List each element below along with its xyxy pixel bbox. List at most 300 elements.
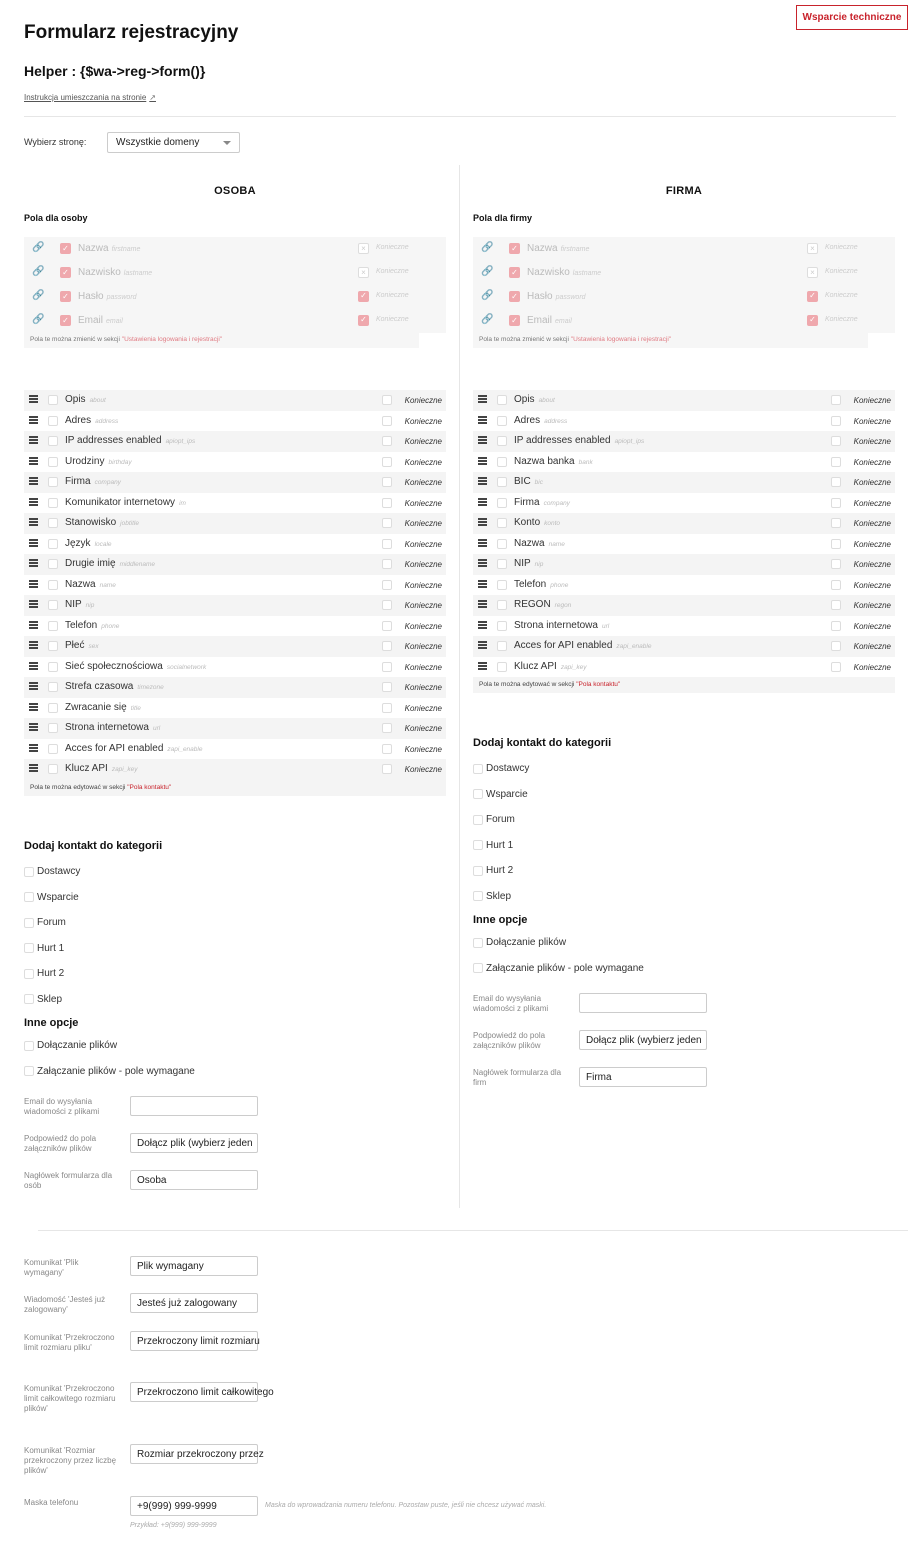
drag-handle-icon[interactable]: [478, 457, 487, 465]
field-enable-checkbox[interactable]: [48, 580, 58, 590]
setting-input[interactable]: Dołącz plik (wybierz jeden: [579, 1030, 707, 1050]
field-row: [473, 636, 895, 657]
field-label: [65, 579, 116, 590]
drag-handle-icon[interactable]: [29, 539, 38, 547]
drag-handle-icon[interactable]: [29, 559, 38, 567]
field-required-checkbox[interactable]: [382, 436, 392, 446]
field-enable-checkbox[interactable]: [497, 395, 507, 405]
field-enable-checkbox[interactable]: [48, 477, 58, 487]
field-required-checkbox[interactable]: [831, 600, 841, 610]
field-label: [514, 394, 555, 405]
checkbox[interactable]: [24, 1066, 34, 1076]
field-enable-checkbox[interactable]: [497, 539, 507, 549]
category-label: Wsparcie: [37, 891, 79, 903]
instruction-link[interactable]: [24, 93, 156, 102]
drag-handle-icon[interactable]: [478, 518, 487, 526]
field-label: [514, 476, 543, 487]
locked-field-label: [527, 315, 572, 326]
external-link-icon: ↗: [149, 93, 156, 102]
field-required-label: Konieczne: [853, 539, 891, 549]
locked-field-code: firstname: [111, 246, 141, 253]
checkbox[interactable]: [24, 867, 34, 877]
field-required-checkbox[interactable]: [382, 539, 392, 549]
field-label: [65, 394, 106, 405]
field-name: Drugie imię: [65, 558, 116, 569]
checkbox[interactable]: [24, 994, 34, 1004]
field-enable-checkbox[interactable]: [48, 641, 58, 651]
drag-handle-icon[interactable]: [29, 641, 38, 649]
locked-required-label: Konieczne: [376, 316, 409, 323]
locked-field-row: [24, 261, 446, 285]
drag-handle-icon[interactable]: [29, 723, 38, 731]
field-required-label: Konieczne: [404, 765, 442, 774]
category-checkbox-item[interactable]: [24, 968, 64, 979]
checkbox[interactable]: [473, 789, 483, 799]
category-checkbox-item[interactable]: [473, 891, 511, 902]
field-enable-checkbox[interactable]: [48, 539, 58, 549]
field-required-checkbox[interactable]: [831, 621, 841, 631]
checkbox[interactable]: [24, 918, 34, 928]
drag-handle-icon[interactable]: [29, 518, 38, 526]
field-enable-checkbox[interactable]: [48, 621, 58, 631]
field-code: birthday: [108, 458, 132, 466]
locked-field-row: [473, 261, 895, 285]
field-name: Nazwa banka: [514, 455, 575, 467]
field-enable-checkbox[interactable]: [497, 621, 507, 631]
bottom-setting-label: Wiadomość 'Jesteś już zalogowany': [24, 1295, 106, 1314]
drag-handle-icon[interactable]: [29, 662, 38, 670]
locked-field-name: Nazwa: [78, 243, 109, 254]
field-required-checkbox[interactable]: [831, 641, 841, 651]
locked-required-checkbox: ✓: [807, 315, 818, 326]
field-required-checkbox[interactable]: [831, 580, 841, 590]
field-label: [514, 517, 560, 528]
drag-handle-icon[interactable]: [478, 662, 487, 670]
field-name: Adres: [65, 414, 92, 426]
field-name: Opis: [65, 394, 86, 405]
phone-mask-example: Przykład: +9(999) 999-9999: [130, 1522, 217, 1529]
setting-label: Podpowiedź do pola załączników plików: [24, 1134, 97, 1153]
field-code: regon: [554, 602, 572, 609]
field-code: jobtitle: [120, 520, 139, 527]
bottom-setting-input[interactable]: Przekroczono limit całkowitego: [130, 1382, 258, 1402]
bottom-setting-input[interactable]: Jesteś już zalogowany: [130, 1293, 258, 1313]
locked-field-name: Email: [527, 315, 553, 326]
field-required-label: Konieczne: [404, 662, 442, 672]
drag-handle-icon[interactable]: [29, 744, 38, 752]
page-title: Formularz rejestracyjny: [24, 22, 239, 43]
field-required-checkbox[interactable]: [831, 457, 841, 467]
field-row: [473, 390, 895, 411]
drag-handle-icon[interactable]: [478, 641, 487, 649]
drag-handle-icon[interactable]: [29, 600, 38, 608]
field-name: Strona internetowa: [514, 619, 598, 631]
field-name: Strona internetowa: [65, 722, 149, 733]
field-required-checkbox[interactable]: [831, 662, 841, 672]
field-code: name: [99, 581, 116, 589]
field-label: [65, 497, 186, 508]
locked-field-name: Nazwisko: [527, 267, 570, 278]
field-required-checkbox[interactable]: [382, 723, 392, 733]
field-label: [65, 640, 99, 651]
option-label: Załączanie plików - pole wymagane: [486, 962, 644, 974]
setting-input[interactable]: Firma: [579, 1067, 707, 1087]
category-checkbox-item[interactable]: [473, 814, 515, 825]
field-enable-checkbox[interactable]: [48, 518, 58, 528]
link-icon: 🔗: [481, 314, 494, 325]
field-required-checkbox[interactable]: [831, 559, 841, 569]
field-required-checkbox[interactable]: [831, 477, 841, 487]
fields-note-link[interactable]: "Pola kontaktu": [576, 681, 621, 688]
field-enable-checkbox[interactable]: [48, 559, 58, 569]
field-enable-checkbox[interactable]: [48, 682, 58, 692]
field-label: [65, 599, 94, 610]
field-enable-checkbox[interactable]: [497, 600, 507, 610]
fields-note: [24, 780, 446, 796]
field-code: zapi_key: [560, 663, 587, 671]
field-required-checkbox[interactable]: [382, 744, 392, 754]
category-checkbox-item[interactable]: [24, 866, 80, 877]
locked-field-code: lastname: [572, 270, 602, 277]
setting-input[interactable]: Osoba: [130, 1170, 258, 1190]
field-required-checkbox[interactable]: [382, 764, 392, 774]
field-required-checkbox[interactable]: [382, 621, 392, 631]
field-row: [473, 411, 895, 432]
locked-checkbox: ✓: [60, 315, 71, 326]
category-checkbox-item[interactable]: [24, 994, 62, 1005]
field-code: nip: [534, 561, 544, 568]
field-code: phone: [101, 622, 120, 630]
support-button[interactable]: Wsparcie techniczne: [796, 5, 908, 30]
field-row: [24, 759, 446, 780]
locked-field-label: [527, 267, 601, 278]
field-row: [24, 698, 446, 719]
setting-label: Email do wysyłania wiadomości z plikami: [24, 1097, 100, 1116]
bottom-setting-input[interactable]: Rozmiar przekroczony przez: [130, 1444, 258, 1464]
checkbox[interactable]: [473, 764, 483, 774]
locked-field-code: password: [106, 294, 137, 301]
field-required-checkbox[interactable]: [382, 580, 392, 590]
field-name: REGON: [514, 599, 551, 610]
field-code: im: [179, 499, 186, 507]
checkbox[interactable]: [24, 1041, 34, 1051]
field-enable-checkbox[interactable]: [497, 518, 507, 528]
setting-label: Podpowiedź do pola załączników plików: [473, 1031, 546, 1050]
field-label: [514, 579, 568, 590]
locked-field-code: email: [555, 318, 572, 325]
field-required-checkbox[interactable]: [382, 457, 392, 467]
locked-required-label: Konieczne: [825, 268, 858, 275]
locked-field-name: Nazwa: [527, 243, 558, 254]
drag-handle-icon[interactable]: [29, 682, 38, 690]
field-row: [473, 493, 895, 514]
field-enable-checkbox[interactable]: [48, 436, 58, 446]
category-checkbox-item[interactable]: [473, 763, 529, 774]
field-enable-checkbox[interactable]: [48, 744, 58, 754]
field-enable-checkbox[interactable]: [48, 416, 58, 426]
field-label: [514, 620, 609, 631]
field-required-checkbox[interactable]: [831, 395, 841, 405]
drag-handle-icon[interactable]: [478, 539, 487, 547]
checkbox[interactable]: [24, 892, 34, 902]
field-code: middlename: [119, 561, 155, 568]
locked-note-text: Pola te można zmienić w sekcji: [30, 336, 122, 343]
field-row: [24, 677, 446, 698]
field-enable-checkbox[interactable]: [497, 477, 507, 487]
field-required-label: Konieczne: [853, 621, 891, 631]
locked-note-link[interactable]: "Ustawienia logowania i rejestracji": [121, 336, 223, 343]
drag-handle-icon[interactable]: [478, 498, 487, 506]
osoba-locked-label: Pola dla osoby: [24, 213, 88, 223]
osoba-other-title: Inne opcje: [24, 1017, 79, 1029]
option-checkbox-item[interactable]: [473, 937, 566, 948]
site-select[interactable]: [107, 132, 240, 153]
category-checkbox-item[interactable]: [24, 917, 66, 928]
locked-field-row: [24, 237, 446, 261]
checkbox[interactable]: [473, 840, 483, 850]
category-checkbox-item[interactable]: [24, 943, 64, 954]
field-required-label: Konieczne: [404, 539, 442, 549]
option-checkbox-item[interactable]: [24, 1066, 195, 1077]
category-checkbox-item[interactable]: [473, 840, 513, 851]
checkbox[interactable]: [473, 866, 483, 876]
field-required-label: Konieczne: [853, 662, 891, 672]
drag-handle-icon[interactable]: [478, 621, 487, 629]
locked-note: [473, 333, 868, 348]
field-label: [514, 435, 644, 446]
setting-label: Nagłówek formularza dla firm: [473, 1068, 562, 1087]
locked-field-code: lastname: [123, 270, 153, 277]
field-code: address: [95, 417, 119, 425]
option-label: Załączanie plików - pole wymagane: [37, 1065, 195, 1077]
field-required-checkbox[interactable]: [382, 641, 392, 651]
locked-checkbox: ✓: [509, 315, 520, 326]
field-required-checkbox[interactable]: [382, 498, 392, 508]
checkbox[interactable]: [24, 943, 34, 953]
field-enable-checkbox[interactable]: [497, 641, 507, 651]
category-label: Sklep: [37, 993, 63, 1005]
field-row: [24, 657, 446, 678]
field-code: apiopt_ips: [614, 438, 645, 445]
fields-note-text: Pola te można edytować w sekcji: [479, 681, 577, 688]
field-row: [473, 554, 895, 575]
field-code: zapi_enable: [167, 745, 203, 753]
drag-handle-icon[interactable]: [29, 395, 38, 403]
field-code: url: [152, 725, 161, 732]
checkbox[interactable]: [473, 938, 483, 948]
locked-required-checkbox: ✓: [358, 291, 369, 302]
field-required-label: Konieczne: [404, 642, 442, 651]
locked-field-name: Hasło: [527, 291, 553, 302]
link-icon: 🔗: [481, 290, 494, 301]
drag-handle-icon[interactable]: [29, 764, 38, 772]
locked-field-row: [473, 285, 895, 309]
field-name: Stanowisko: [65, 517, 117, 528]
locked-field-name: Hasło: [78, 291, 104, 302]
fields-note-link[interactable]: "Pola kontaktu": [127, 783, 172, 791]
setting-input[interactable]: Dołącz plik (wybierz jeden: [130, 1133, 258, 1153]
field-name: Adres: [514, 414, 541, 426]
site-select-label: Wybierz stronę:: [24, 137, 87, 147]
field-enable-checkbox[interactable]: [48, 498, 58, 508]
option-label: Dołączanie plików: [486, 937, 567, 948]
field-enable-checkbox[interactable]: [48, 457, 58, 467]
field-code: apiopt_ips: [165, 438, 196, 445]
bottom-setting-label: Komunikat 'Plik wymagany': [24, 1258, 79, 1277]
field-required-checkbox[interactable]: [831, 539, 841, 549]
field-name: Urodziny: [65, 455, 105, 467]
drag-handle-icon[interactable]: [29, 477, 38, 485]
category-checkbox-item[interactable]: [24, 892, 79, 903]
field-label: [65, 476, 121, 487]
field-required-checkbox[interactable]: [382, 559, 392, 569]
field-required-checkbox[interactable]: [831, 416, 841, 426]
link-icon: 🔗: [481, 242, 494, 253]
checkbox[interactable]: [473, 891, 483, 901]
checkbox[interactable]: [24, 969, 34, 979]
field-label: [65, 661, 206, 672]
checkbox[interactable]: [473, 815, 483, 825]
drag-handle-icon[interactable]: [478, 580, 487, 588]
drag-handle-icon[interactable]: [478, 395, 487, 403]
field-row: [24, 493, 446, 514]
option-label: Dołączanie plików: [37, 1040, 118, 1051]
locked-note-link[interactable]: "Ustawienia logowania i rejestracji": [570, 336, 672, 343]
field-required-label: Konieczne: [853, 498, 891, 508]
field-name: IP addresses enabled: [65, 435, 162, 446]
drag-handle-icon[interactable]: [478, 416, 487, 424]
field-label: [514, 415, 567, 426]
locked-note: [24, 333, 419, 348]
field-required-checkbox[interactable]: [382, 662, 392, 672]
locked-field-name: Nazwisko: [78, 267, 121, 278]
option-checkbox-item[interactable]: [24, 1040, 117, 1051]
bottom-setting-input[interactable]: +9(999) 999-9999: [130, 1496, 258, 1516]
field-label: [65, 517, 139, 528]
drag-handle-icon[interactable]: [29, 580, 38, 588]
field-enable-checkbox[interactable]: [48, 395, 58, 405]
field-enable-checkbox[interactable]: [48, 662, 58, 672]
drag-handle-icon[interactable]: [29, 436, 38, 444]
locked-field-code: firstname: [560, 246, 590, 253]
field-required-checkbox[interactable]: [382, 395, 392, 405]
drag-handle-icon[interactable]: [29, 416, 38, 424]
firma-title: FIRMA: [665, 185, 703, 197]
field-name: BIC: [514, 476, 531, 487]
field-label: [65, 435, 195, 446]
bottom-setting-label: Komunikat 'Przekroczono limit rozmiaru pliku': [24, 1333, 115, 1352]
field-enable-checkbox[interactable]: [497, 436, 507, 446]
drag-handle-icon[interactable]: [478, 600, 487, 608]
category-checkbox-item[interactable]: [473, 789, 528, 800]
field-label: [65, 456, 132, 467]
bottom-setting-input[interactable]: Przekroczony limit rozmiaru: [130, 1331, 258, 1351]
field-required-checkbox[interactable]: [831, 498, 841, 508]
field-required-checkbox[interactable]: [831, 436, 841, 446]
field-code: url: [601, 622, 610, 630]
firma-locked-label: Pola dla firmy: [473, 213, 533, 223]
firma-categories-title: Dodaj kontakt do kategorii: [473, 737, 612, 749]
field-code: sex: [88, 643, 99, 650]
field-name: Płeć: [65, 640, 85, 651]
option-checkbox-item[interactable]: [473, 963, 644, 974]
drag-handle-icon[interactable]: [478, 559, 487, 567]
locked-required-checkbox: ×: [358, 267, 369, 278]
field-required-checkbox[interactable]: [382, 416, 392, 426]
drag-handle-icon[interactable]: [478, 436, 487, 444]
field-row: [24, 739, 446, 760]
field-row: [24, 411, 446, 432]
category-label: Hurt 2: [486, 865, 514, 876]
setting-input[interactable]: [130, 1096, 258, 1116]
bottom-setting-input[interactable]: Plik wymagany: [130, 1256, 258, 1276]
checkbox[interactable]: [473, 963, 483, 973]
field-required-label: Konieczne: [404, 416, 442, 426]
field-code: timezone: [137, 684, 164, 691]
field-name: Acces for API enabled: [65, 742, 164, 754]
helper-code: Helper : {$wa->reg->form()}: [24, 63, 206, 79]
category-label: Dostawcy: [486, 763, 530, 774]
field-enable-checkbox[interactable]: [497, 662, 507, 672]
field-required-checkbox[interactable]: [382, 703, 392, 713]
drag-handle-icon[interactable]: [29, 621, 38, 629]
locked-field-row: [24, 285, 446, 309]
field-required-checkbox[interactable]: [382, 600, 392, 610]
field-enable-checkbox[interactable]: [48, 600, 58, 610]
field-label: [514, 456, 593, 467]
category-label: Sklep: [486, 890, 512, 902]
field-enable-checkbox[interactable]: [48, 764, 58, 774]
field-enable-checkbox[interactable]: [497, 580, 507, 590]
locked-field-label: [78, 315, 123, 326]
drag-handle-icon[interactable]: [478, 477, 487, 485]
setting-input[interactable]: [579, 993, 707, 1013]
field-code: zapi_key: [111, 766, 138, 773]
field-required-checkbox[interactable]: [382, 477, 392, 487]
osoba-categories-title: Dodaj kontakt do kategorii: [24, 840, 163, 852]
field-row: [24, 513, 446, 534]
field-required-checkbox[interactable]: [382, 518, 392, 528]
field-enable-checkbox[interactable]: [497, 559, 507, 569]
field-label: [514, 661, 586, 672]
field-label: [514, 558, 543, 569]
field-enable-checkbox[interactable]: [497, 416, 507, 426]
field-code: bank: [578, 458, 593, 466]
field-code: name: [548, 540, 565, 548]
instruction-link-label[interactable]: Instrukcja umieszczania na stronie: [24, 93, 147, 102]
field-name: Nazwa: [514, 537, 545, 549]
drag-handle-icon[interactable]: [29, 703, 38, 711]
field-enable-checkbox[interactable]: [497, 457, 507, 467]
field-row: [24, 472, 446, 493]
locked-note-text: Pola te można zmienić w sekcji: [479, 336, 571, 343]
field-required-checkbox[interactable]: [382, 682, 392, 692]
field-label: [514, 497, 570, 508]
field-enable-checkbox[interactable]: [48, 723, 58, 733]
field-row: [24, 636, 446, 657]
drag-handle-icon[interactable]: [29, 498, 38, 506]
bottom-setting-label: Maska telefonu: [24, 1498, 79, 1507]
field-code: address: [544, 417, 568, 425]
field-row: [473, 513, 895, 534]
field-enable-checkbox[interactable]: [48, 703, 58, 713]
field-required-checkbox[interactable]: [831, 518, 841, 528]
field-name: Nazwa: [65, 578, 96, 590]
field-enable-checkbox[interactable]: [497, 498, 507, 508]
category-checkbox-item[interactable]: [473, 865, 513, 876]
field-row: [24, 575, 446, 596]
drag-handle-icon[interactable]: [29, 457, 38, 465]
